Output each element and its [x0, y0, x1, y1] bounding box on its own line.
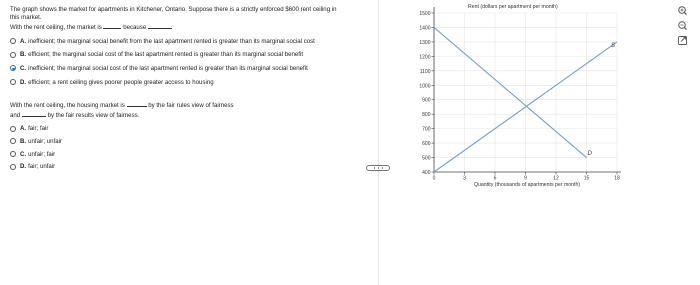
radio-button[interactable] — [10, 79, 16, 85]
option-text — [20, 65, 308, 73]
option-label: efficient; a rent ceiling gives poorer people greater access to housing — [28, 78, 214, 86]
x-tick-label: 9 — [524, 175, 527, 182]
y-tick-label: 400 — [422, 170, 431, 176]
question-part1: With the rent ceiling, the market is because — [10, 22, 345, 32]
x-tick-label: 0 — [432, 175, 436, 182]
graph-tools — [672, 4, 694, 49]
option-key: C. — [20, 150, 27, 158]
y-tick-label: 1500 — [419, 11, 431, 17]
option-part1-d[interactable] — [10, 79, 345, 87]
zoom-out-icon[interactable] — [675, 19, 691, 31]
option-label: efficient; the marginal social cost of the last apartment rented is greater than its marginal social benefit — [28, 51, 304, 59]
y-tick-label: 700 — [422, 126, 431, 133]
x-tick-label: 3 — [463, 175, 466, 182]
y-tick-label: 500 — [422, 155, 431, 162]
option-part1-c[interactable] — [10, 65, 345, 73]
option-label: fair; fair — [28, 125, 49, 133]
y-tick-label: 1400 — [419, 25, 431, 32]
zoom-in-icon[interactable] — [675, 4, 691, 16]
answer-blank-3[interactable] — [127, 100, 147, 107]
x-axis-title: Quantity (thousands of apartments per month) — [474, 182, 581, 188]
answer-blank-1[interactable] — [103, 22, 121, 29]
radio-button[interactable] — [10, 52, 16, 58]
option-text — [20, 163, 55, 171]
question-panel — [10, 6, 345, 171]
options-part2 — [10, 125, 345, 170]
x-tick-label: 18 — [614, 175, 620, 182]
rental-market-chart — [410, 0, 660, 200]
y-tick-label: 800 — [422, 112, 431, 119]
option-part2-b[interactable] — [10, 138, 345, 146]
radio-button[interactable] — [10, 38, 16, 44]
option-label: inefficient; the marginal social benefit from the last apartment rented is greater than its marginal social cost — [28, 37, 315, 45]
y-tick-label: 1300 — [419, 39, 431, 46]
collapse-handle[interactable] — [366, 165, 390, 171]
option-label: unfair; unfair — [28, 137, 62, 145]
option-key: D. — [20, 163, 27, 171]
option-key: B. — [20, 137, 27, 145]
panel-divider — [378, 0, 379, 285]
option-key: A. — [20, 125, 27, 133]
popout-icon[interactable] — [675, 34, 691, 46]
option-text — [20, 151, 55, 159]
y-tick-label: 600 — [422, 141, 431, 148]
answer-blank-2[interactable] — [148, 22, 172, 29]
y-axis-title: Rent (dollars per apartment per month) — [468, 4, 558, 10]
option-label: inefficient; the marginal social cost of the last apartment rented is greater than its marginal social benefit — [28, 64, 308, 72]
y-tick-label: 1100 — [419, 68, 431, 75]
y-tick-label: 900 — [422, 97, 431, 104]
option-key: B. — [20, 51, 27, 59]
option-part2-d[interactable] — [10, 163, 345, 171]
radio-selected[interactable] — [10, 65, 16, 71]
option-key: C. — [20, 64, 27, 72]
option-text — [20, 38, 315, 46]
x-tick-label: 6 — [493, 175, 497, 182]
x-tick-label: 15 — [583, 175, 590, 182]
option-text — [20, 51, 303, 59]
option-label: fair; unfair — [28, 163, 56, 171]
option-part1-a[interactable] — [10, 38, 345, 46]
question-intro: The graph shows the market for apartments in Kitchener, Ontario. Suppose there is a strictly enforced $600 rent ceiling in this market. — [10, 6, 337, 21]
answer-blank-4[interactable] — [22, 110, 46, 117]
options-part1 — [10, 38, 345, 86]
series-line-d — [434, 27, 587, 157]
option-key: D. — [20, 78, 27, 86]
option-text — [20, 138, 62, 146]
option-label: unfair; fair — [28, 150, 56, 158]
question-part2: With the rent ceiling, the housing market is by the fair rules view of fairness and by the fair results view of fairness. — [10, 102, 234, 119]
series-label-s: S — [611, 42, 616, 49]
radio-button[interactable] — [10, 164, 16, 170]
option-text — [20, 125, 48, 133]
x-tick-label: 12 — [553, 175, 559, 182]
y-tick-label: 1200 — [419, 54, 431, 61]
y-tick-label: 1000 — [419, 83, 431, 90]
radio-button[interactable] — [10, 138, 16, 144]
option-key: A. — [20, 37, 27, 45]
radio-button[interactable] — [10, 126, 16, 132]
option-part2-c[interactable] — [10, 151, 345, 159]
option-text — [20, 79, 214, 87]
radio-button[interactable] — [10, 151, 16, 157]
option-part2-a[interactable] — [10, 125, 345, 133]
series-label-d: D — [587, 151, 592, 158]
option-part1-b[interactable] — [10, 51, 345, 59]
